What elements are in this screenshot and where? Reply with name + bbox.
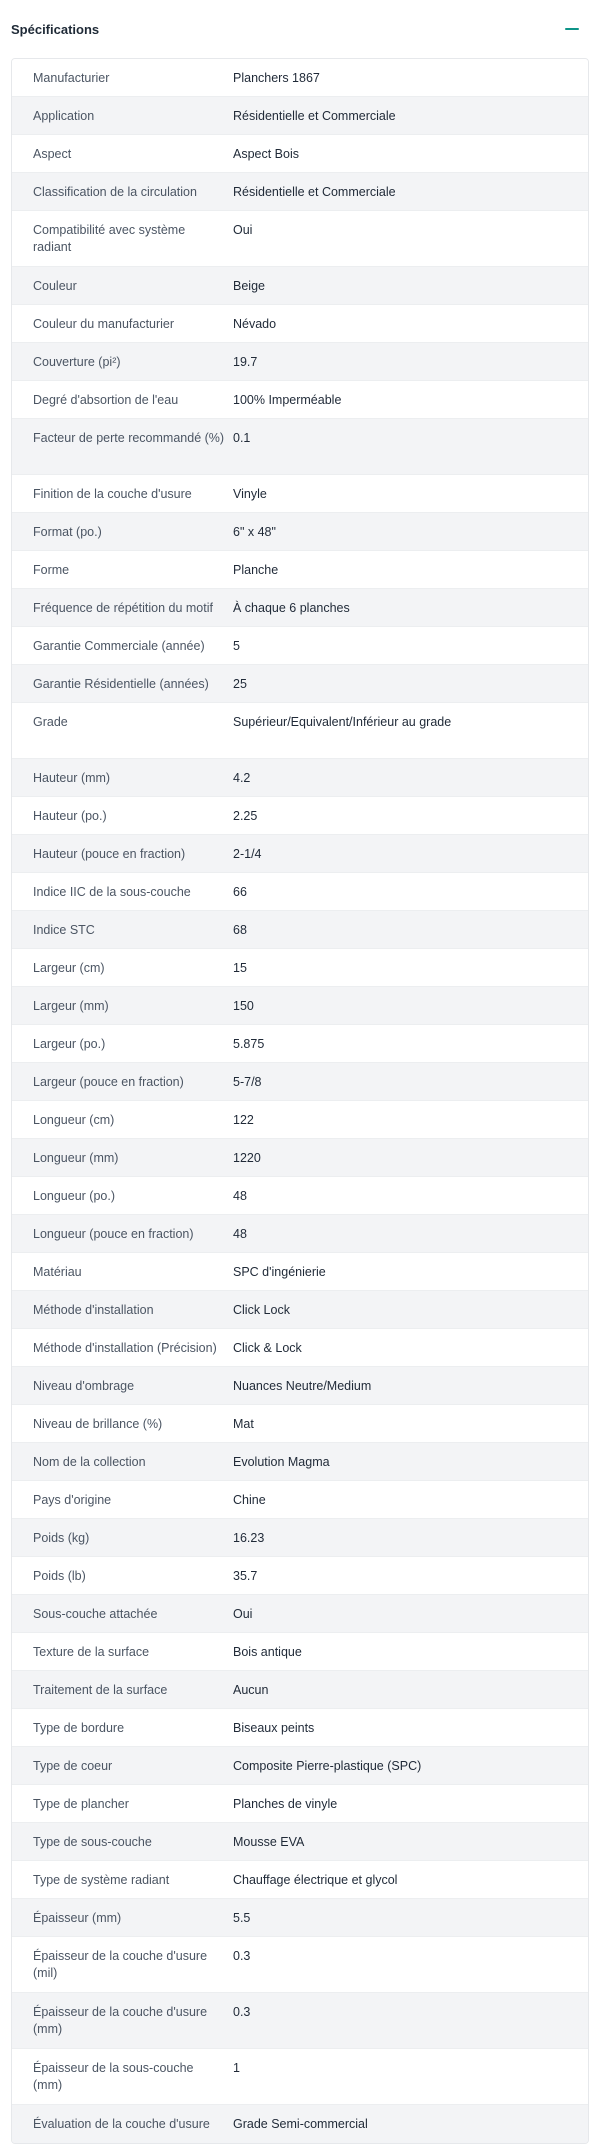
spec-row: [12, 1215, 588, 1253]
spec-label: Largeur (cm): [33, 961, 105, 975]
spec-row: [12, 475, 588, 513]
spec-value: Résidentielle et Commerciale: [233, 109, 396, 123]
spec-row: [12, 1139, 588, 1177]
spec-value: 0.3: [233, 1949, 251, 1963]
spec-value: Composite Pierre-plastique (SPC): [233, 1759, 422, 1773]
spec-row: [12, 911, 588, 949]
spec-value: 5-7/8: [233, 1075, 262, 1089]
spec-value: Aucun: [233, 1683, 269, 1697]
spec-label: Longueur (cm): [33, 1113, 115, 1127]
spec-label: Format (po.): [33, 525, 102, 539]
spec-row: [12, 1671, 588, 1709]
spec-row: [12, 1405, 588, 1443]
spec-row: [12, 1025, 588, 1063]
spec-label: Poids (lb): [33, 1569, 86, 1583]
spec-value: 5.5: [233, 1911, 251, 1925]
spec-value: Supérieur/Equivalent/Inférieur au grade: [233, 715, 452, 729]
spec-label: Hauteur (mm): [33, 771, 111, 785]
spec-value: À chaque 6 planches: [233, 601, 350, 615]
spec-label: Compatibilité avec système radiant: [33, 223, 186, 254]
spec-label: Longueur (pouce en fraction): [33, 1227, 194, 1241]
spec-value: Mousse EVA: [233, 1835, 305, 1849]
spec-value: 19.7: [233, 355, 258, 369]
spec-value: 48: [233, 1227, 247, 1241]
spec-label: Type de plancher: [33, 1797, 129, 1811]
spec-value: Click & Lock: [233, 1341, 302, 1355]
spec-value: 5: [233, 639, 240, 653]
spec-label: Méthode d'installation (Précision): [33, 1341, 217, 1355]
spec-value: Résidentielle et Commerciale: [233, 185, 396, 199]
spec-value: Chine: [233, 1493, 266, 1507]
spec-row: [12, 589, 588, 627]
spec-label: Épaisseur de la sous-couche (mm): [33, 2061, 194, 2092]
spec-label: Facteur de perte recommandé (%): [33, 431, 225, 445]
spec-row: [12, 703, 588, 759]
minus-icon: [565, 22, 579, 36]
spec-row: [12, 381, 588, 419]
spec-label: Forme: [33, 563, 70, 577]
spec-row: [12, 211, 588, 267]
spec-label: Épaisseur de la couche d'usure (mm): [33, 2005, 208, 2036]
specifications-table: [11, 58, 589, 2144]
spec-label: Matériau: [33, 1265, 82, 1279]
spec-row: [12, 1633, 588, 1671]
spec-row: [12, 1063, 588, 1101]
spec-value: Beige: [233, 279, 265, 293]
spec-row: [12, 835, 588, 873]
spec-value: Planches de vinyle: [233, 1797, 338, 1811]
spec-row: [12, 627, 588, 665]
spec-row: [12, 1747, 588, 1785]
spec-label: Niveau d'ombrage: [33, 1379, 135, 1393]
spec-label: Grade: [33, 715, 68, 729]
collapse-toggle[interactable]: [558, 15, 586, 43]
spec-label: Méthode d'installation: [33, 1303, 154, 1317]
spec-label: Classification de la circulation: [33, 185, 197, 199]
spec-label: Évaluation de la couche d'usure: [33, 2117, 210, 2131]
spec-row: [12, 2049, 588, 2105]
spec-label: Garantie Résidentielle (années): [33, 677, 209, 691]
spec-row: [12, 1291, 588, 1329]
spec-row: [12, 305, 588, 343]
spec-value: Oui: [233, 223, 253, 237]
spec-value: 0.1: [233, 431, 251, 445]
spec-label: Épaisseur (mm): [33, 1911, 122, 1925]
spec-value: 150: [233, 999, 254, 1013]
spec-row: [12, 2105, 588, 2143]
spec-value: Planche: [233, 563, 279, 577]
spec-row: [12, 1785, 588, 1823]
spec-row: [12, 1937, 588, 1993]
spec-label: Largeur (po.): [33, 1037, 106, 1051]
spec-row: [12, 1899, 588, 1937]
spec-row: [12, 1443, 588, 1481]
spec-label: Aspect: [33, 147, 72, 161]
spec-value: Grade Semi-commercial: [233, 2117, 368, 2131]
spec-value: Névado: [233, 317, 277, 331]
spec-row: [12, 797, 588, 835]
spec-label: Poids (kg): [33, 1531, 90, 1545]
spec-label: Longueur (mm): [33, 1151, 119, 1165]
spec-row: [12, 1253, 588, 1291]
spec-value: 1: [233, 2061, 240, 2075]
spec-value: 5.875: [233, 1037, 265, 1051]
spec-label: Indice STC: [33, 923, 95, 937]
spec-value: 6" x 48": [233, 525, 276, 539]
spec-row: [12, 419, 588, 475]
spec-value: Nuances Neutre/Medium: [233, 1379, 372, 1393]
spec-row: [12, 1993, 588, 2049]
spec-row: [12, 267, 588, 305]
spec-value: Bois antique: [233, 1645, 302, 1659]
spec-row: [12, 1557, 588, 1595]
spec-label: Type de système radiant: [33, 1873, 170, 1887]
spec-label: Garantie Commerciale (année): [33, 639, 205, 653]
spec-label: Longueur (po.): [33, 1189, 116, 1203]
spec-value: Mat: [233, 1417, 254, 1431]
spec-value: 100% Imperméable: [233, 393, 342, 407]
spec-value: 68: [233, 923, 247, 937]
spec-label: Sous-couche attachée: [33, 1607, 158, 1621]
spec-value: Aspect Bois: [233, 147, 300, 161]
spec-value: 35.7: [233, 1569, 258, 1583]
spec-value: Vinyle: [233, 487, 267, 501]
spec-label: Couverture (pi²): [33, 355, 121, 369]
spec-label: Largeur (mm): [33, 999, 109, 1013]
spec-row: [12, 343, 588, 381]
spec-row: [12, 1823, 588, 1861]
spec-row: [12, 1709, 588, 1747]
spec-label: Finition de la couche d'usure: [33, 487, 192, 501]
spec-label: Indice IIC de la sous-couche: [33, 885, 191, 899]
spec-row: [12, 59, 588, 97]
spec-label: Hauteur (po.): [33, 809, 107, 823]
spec-row: [12, 173, 588, 211]
spec-row: [12, 1595, 588, 1633]
spec-value: Evolution Magma: [233, 1455, 330, 1469]
spec-value: Planchers 1867: [233, 71, 320, 85]
spec-row: [12, 1519, 588, 1557]
spec-label: Texture de la surface: [33, 1645, 150, 1659]
spec-value: 1220: [233, 1151, 261, 1165]
spec-value: 2.25: [233, 809, 258, 823]
spec-value: 15: [233, 961, 247, 975]
spec-value: 0.3: [233, 2005, 251, 2019]
spec-value: 25: [233, 677, 247, 691]
spec-label: Manufacturier: [33, 71, 110, 85]
spec-label: Application: [33, 109, 95, 123]
spec-value: 2-1/4: [233, 847, 262, 861]
spec-label: Type de coeur: [33, 1759, 113, 1773]
section-title: Spécifications: [11, 21, 100, 37]
spec-row: [12, 1329, 588, 1367]
spec-value: 66: [233, 885, 247, 899]
spec-value: Click Lock: [233, 1303, 290, 1317]
spec-row: [12, 513, 588, 551]
spec-label: Couleur du manufacturier: [33, 317, 175, 331]
spec-label: Traitement de la surface: [33, 1683, 168, 1697]
spec-value: 122: [233, 1113, 254, 1127]
spec-label: Largeur (pouce en fraction): [33, 1075, 184, 1089]
spec-row: [12, 1481, 588, 1519]
spec-value: Chauffage électrique et glycol: [233, 1873, 398, 1887]
spec-value: 48: [233, 1189, 247, 1203]
spec-row: [12, 665, 588, 703]
spec-label: Niveau de brillance (%): [33, 1417, 163, 1431]
spec-value: 4.2: [233, 771, 251, 785]
spec-value: 16.23: [233, 1531, 265, 1545]
specifications-header[interactable]: [0, 0, 600, 58]
spec-label: Nom de la collection: [33, 1455, 146, 1469]
spec-row: [12, 987, 588, 1025]
spec-label: Fréquence de répétition du motif: [33, 601, 213, 615]
spec-value: Biseaux peints: [233, 1721, 315, 1735]
spec-row: [12, 1177, 588, 1215]
spec-row: [12, 135, 588, 173]
spec-row: [12, 551, 588, 589]
spec-label: Type de bordure: [33, 1721, 125, 1735]
spec-label: Couleur: [33, 279, 77, 293]
spec-label: Hauteur (pouce en fraction): [33, 847, 186, 861]
spec-row: [12, 759, 588, 797]
spec-row: [12, 1861, 588, 1899]
spec-row: [12, 97, 588, 135]
spec-label: Épaisseur de la couche d'usure (mil): [33, 1949, 208, 1980]
spec-label: Degré d'absortion de l'eau: [33, 393, 179, 407]
spec-value: Oui: [233, 1607, 253, 1621]
spec-row: [12, 949, 588, 987]
spec-row: [12, 1101, 588, 1139]
spec-value: SPC d'ingénierie: [233, 1265, 326, 1279]
spec-row: [12, 873, 588, 911]
spec-label: Type de sous-couche: [33, 1835, 152, 1849]
spec-label: Pays d'origine: [33, 1493, 112, 1507]
spec-row: [12, 1367, 588, 1405]
